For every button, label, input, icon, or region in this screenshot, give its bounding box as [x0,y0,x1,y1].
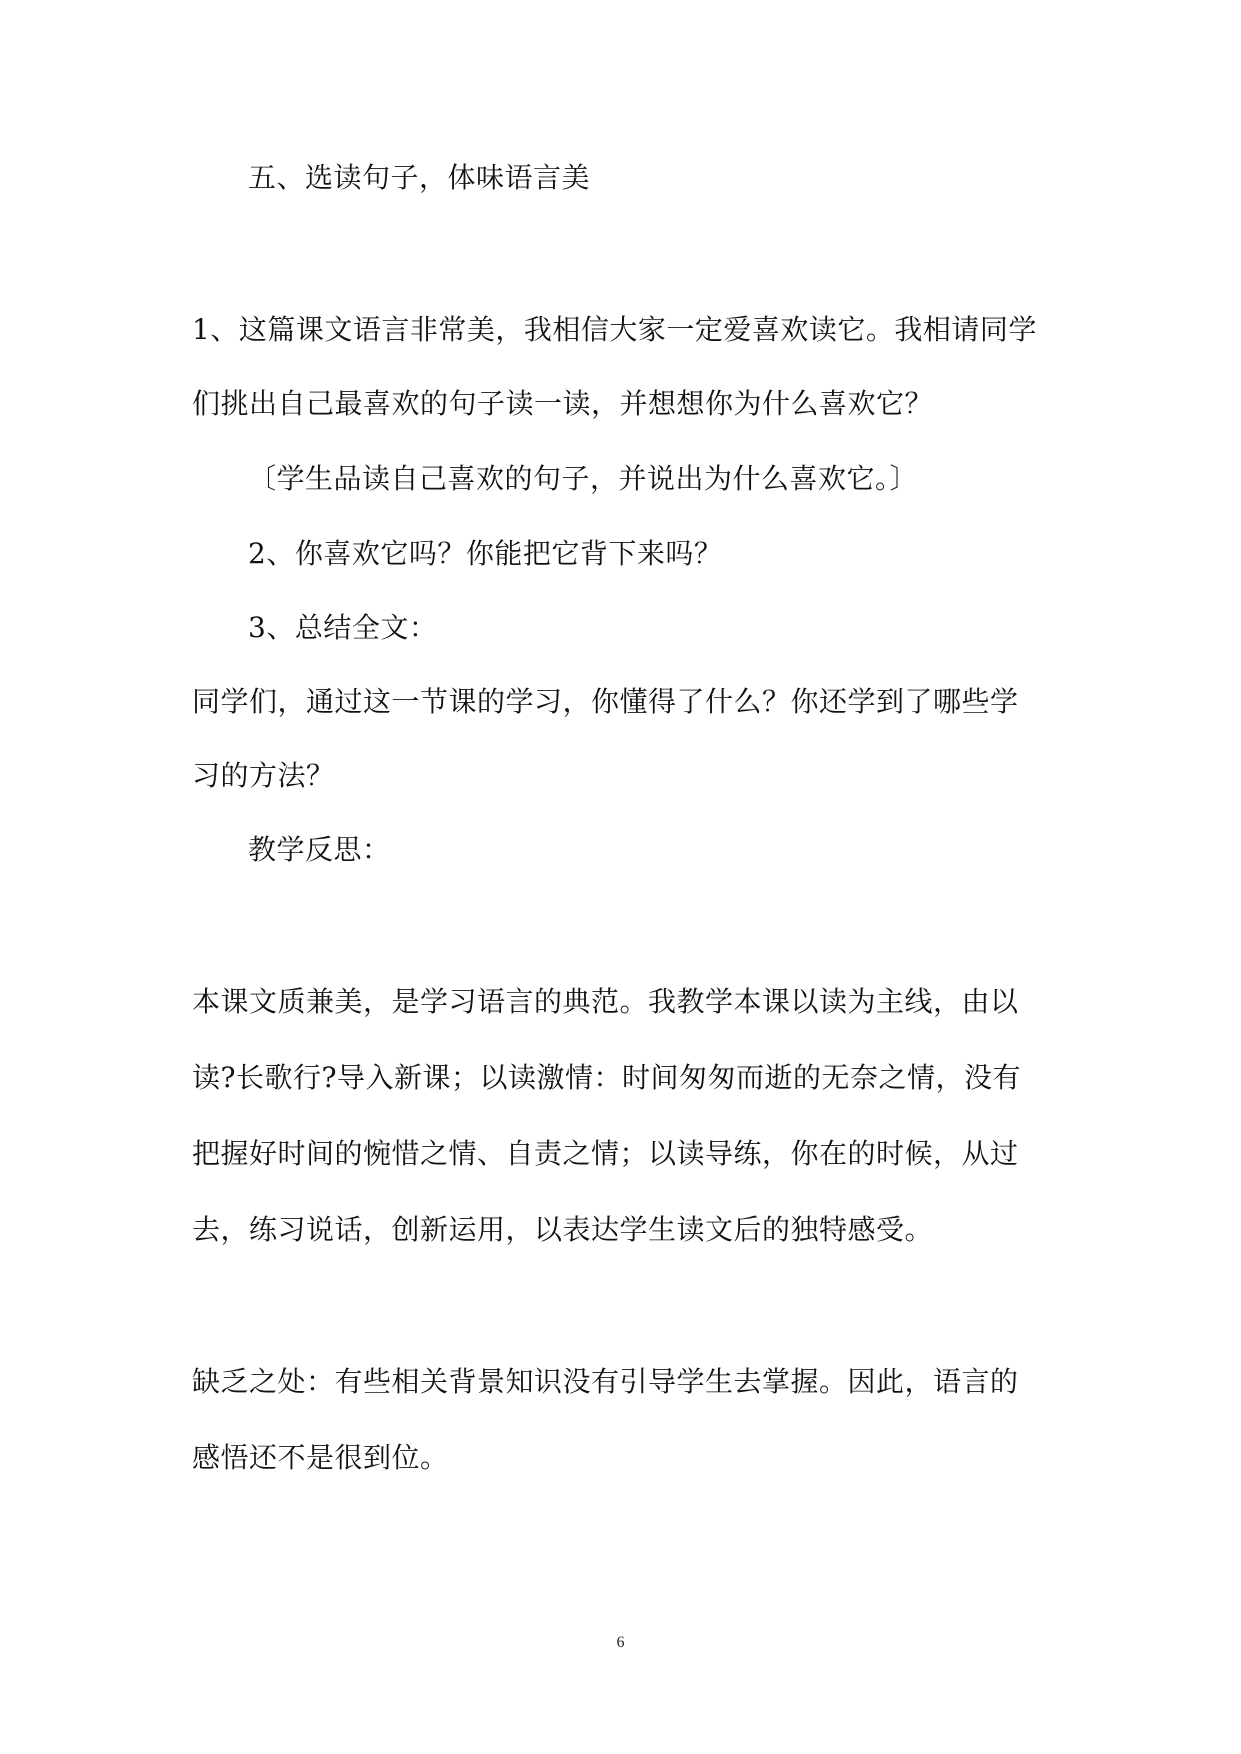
paragraph-line: 们挑出自己最喜欢的句子读一读，并想想你为什么喜欢它？ [192,387,934,420]
paragraph-line: 1、这篇课文语言非常美，我相信大家一定爱喜欢读它。我相请同学 [192,313,1037,346]
paragraph-line: 把握好时间的惋惜之情、自责之情；以读导练，你在的时候，从过 [192,1137,1019,1170]
section-title: 教学反思： [248,833,391,866]
paragraph-line: 本课文质兼美，是学习语言的典范。我教学本课以读为主线，由以 [192,985,1019,1018]
paragraph-line: 去，练习说话，创新运用，以表达学生读文后的独特感受。 [192,1213,934,1246]
list-item: 2、你喜欢它吗？你能把它背下来吗？ [248,537,723,570]
list-item: 3、总结全文： [248,611,438,644]
paragraph-line: 习的方法？ [192,759,335,792]
paragraph-note: 〔学生品读自己喜欢的句子，并说出为什么喜欢它。〕 [248,462,919,495]
paragraph-line: 感悟还不是很到位。 [192,1441,449,1474]
page-number: 6 [616,1634,625,1651]
paragraph-line: 同学们，通过这一节课的学习，你懂得了什么？你还学到了哪些学 [192,685,1019,718]
paragraph-line: 缺乏之处：有些相关背景知识没有引导学生去掌握。因此，语言的 [192,1365,1019,1398]
section-heading: 五、选读句子，体味语言美 [248,161,591,194]
paragraph-line: 读?长歌行?导入新课；以读激情：时间匆匆而逝的无奈之情，没有 [192,1061,1022,1094]
